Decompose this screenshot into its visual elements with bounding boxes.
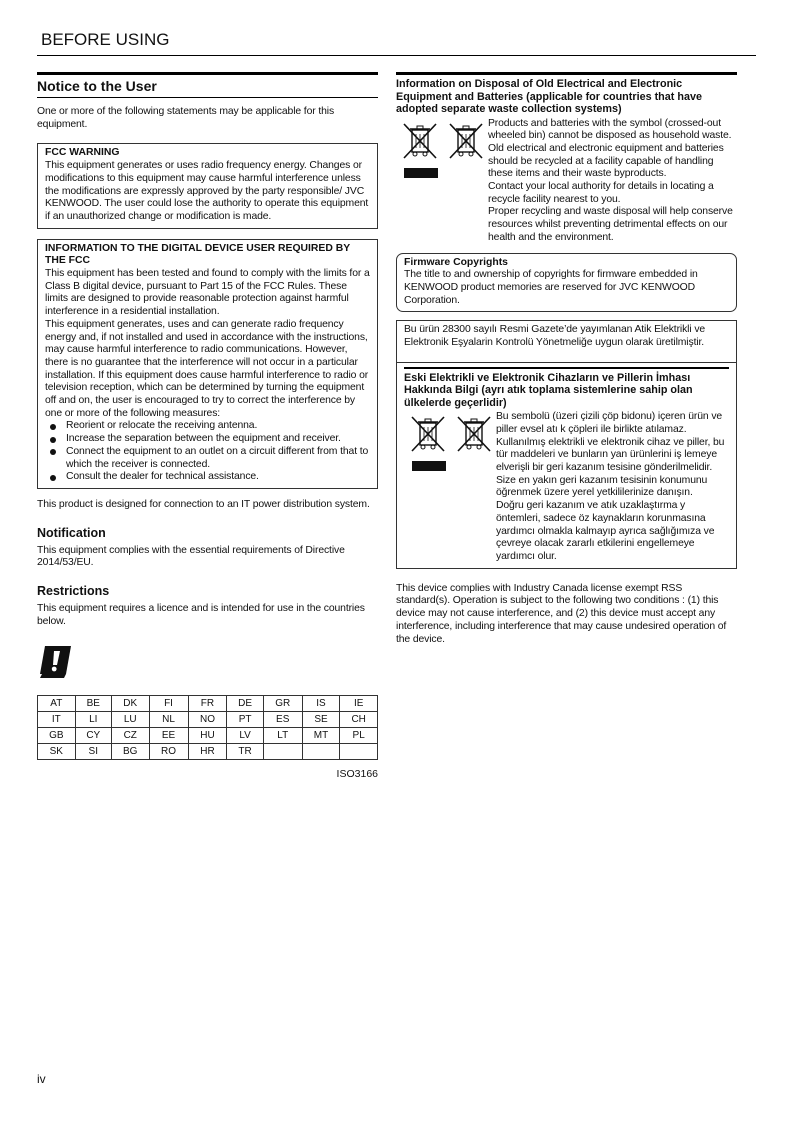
country-cell: AT <box>38 695 76 711</box>
country-cell <box>302 743 340 759</box>
fcc-warning-title: FCC WARNING <box>45 147 120 159</box>
list-item: Reorient or relocate the receiving antenna. <box>66 420 370 433</box>
disposal-text <box>488 118 737 245</box>
section-header <box>37 28 756 56</box>
table-row <box>38 727 378 743</box>
country-cell: IT <box>38 711 76 727</box>
country-cell: GR <box>263 695 302 711</box>
digital-device-title: INFORMATION TO THE DIGITAL DEVICE USER REQUIRED BY THE FCC <box>45 242 351 267</box>
turkish-disposal-para: Doğru geri kazanım ve atık uzaklaştırma y öntemleri, sadece öz kaynakların korunmasına yardımcı olmakla kalmayıp ayrıca sağlığımıza ve çevreye olacak zararlı etkilerini engellemeye yardımcı olur. <box>496 500 715 562</box>
firmware-box <box>396 253 737 313</box>
country-cell: HR <box>188 743 227 759</box>
notice-intro: One or more of the following statements may be applicable for this equipment. <box>37 106 335 130</box>
digital-device-para2: This equipment generates, uses and can generate radio frequency energy and, if not installed and used in accordance with the instructions, may cause harmful interference to radio communications. However, there is no guarantee that the interference will not occur in a particular installation. If this equipment does cause harmful interference to radio or television reception, which can be determined by turning the equipment off and on, the user is encouraged to try to correct the interference by one or more of the following measures: <box>45 318 369 419</box>
country-table <box>37 695 378 760</box>
left-column <box>37 72 378 780</box>
country-cell: SK <box>38 743 76 759</box>
country-cell: FI <box>149 695 188 711</box>
disposal-title: Information on Disposal of Old Electrical and Electronic Equipment and Batteries (applicable for countries that have adopted separate waste collection systems) <box>396 78 702 115</box>
disposal-para: Proper recycling and waste disposal will help conserve resources whilst preventing detrimental effects on our health and the environment. <box>488 206 733 243</box>
restrictions-text: This equipment requires a licence and is intended for use in the countries below. <box>37 603 365 627</box>
notice-title: Notice to the User <box>37 72 378 98</box>
weee-icons-turkish <box>408 413 494 473</box>
country-cell: SE <box>302 711 340 727</box>
iso-reference: ISO3166 <box>336 767 378 780</box>
turkish-section-box <box>396 320 737 568</box>
country-cell: NL <box>149 711 188 727</box>
country-cell: IE <box>340 695 378 711</box>
digital-device-para1: This equipment has been tested and found to comply with the limits for a Class B digital device, pursuant to Part 15 of the FCC Rules. These limits are designed to provide reasonable protection against harmful interference in a residential installation. <box>45 268 370 318</box>
page-number: iv <box>37 1072 46 1086</box>
disposal-row <box>396 118 737 245</box>
country-cell: SI <box>75 743 111 759</box>
country-cell: FR <box>188 695 227 711</box>
crossed-out-wheeled-bin-icon <box>408 413 448 453</box>
turkish-disposal-para: Bu sembolü (üzeri çizili çöp bidonu) içeren ürün ve piller evsel atı k çöpleri ile birlikte atılamaz. <box>496 411 723 435</box>
turkish-disposal-title: Eski Elektrikli ve Elektronik Cihazların ve Pillerin İmhası Hakkında Bilgi (ayrı atık toplama sistemlerine sahip olan ülkelerde geçerlidir) <box>404 367 729 410</box>
weee-bar <box>404 168 438 178</box>
country-cell <box>340 743 378 759</box>
crossed-out-wheeled-bin-icon <box>400 120 440 160</box>
turkish-disposal-text <box>496 411 729 563</box>
disposal-para: Old electrical and electronic equipment and batteries should be recycled at a facility capable of handling these items and their waste byproducts. <box>488 142 724 180</box>
turkish-disposal-row <box>404 411 729 563</box>
turkish-regulation-text: Bu ürün 28300 sayılı Resmi Gazete’de yayımlanan Atik Elektrikli ve Elektronik Eşyalarin Kontrolü Yönetmeliğe uygun olarak üretilmiştir. <box>404 324 706 349</box>
turkish-disposal <box>397 362 736 564</box>
country-cell: PT <box>227 711 263 727</box>
weee-icons <box>400 120 486 180</box>
country-cell: DE <box>227 695 263 711</box>
disposal-para: Products and batteries with the symbol (crossed-out wheeled bin) cannot be disposed as household waste. <box>488 117 732 142</box>
notification-text: This equipment complies with the essential requirements of Directive 2014/53/EU. <box>37 544 345 569</box>
country-cell: LU <box>111 711 149 727</box>
country-cell: EE <box>149 727 188 743</box>
firmware-text: The title to and ownership of copyrights for firmware embedded in KENWOOD product memories are reserved for JVC KENWOOD Corporation. <box>404 269 698 306</box>
country-cell: PL <box>340 727 378 743</box>
fcc-warning-text: This equipment generates or uses radio frequency energy. Changes or modifications to this equipment may cause harmful interference unless the modifications are expressly approved by the party responsible/ JVC KENWOOD. The user could lose the authority to operate this equipment if an unauthorized change or modification is made. <box>45 160 369 222</box>
country-cell: MT <box>302 727 340 743</box>
list-item: Increase the separation between the equipment and receiver. <box>66 433 370 446</box>
exclamation-warning-icon <box>37 643 75 679</box>
country-cell: HU <box>188 727 227 743</box>
country-cell: CY <box>75 727 111 743</box>
turkish-disposal-para: Kullanılmış elektrikli ve elektronik cihaz ve piller, bu tür maddeleri ve bunların yan ürünlerini iş lemeye elverişli bir geri kazanım tesisine gönderilmelidir. <box>496 436 725 474</box>
industry-canada-text: This device complies with Industry Canada license exempt RSS standard(s). Operation is subject to the following two conditions : (1) this device may not cause interference, and (2) this device must accept any interference, including interference that may cause undesired operation of the device. <box>396 582 727 645</box>
country-cell <box>263 743 302 759</box>
country-cell: CZ <box>111 727 149 743</box>
country-cell: CH <box>340 711 378 727</box>
country-cell: LT <box>263 727 302 743</box>
firmware-title: Firmware Copyrights <box>404 256 508 268</box>
disposal-section <box>396 72 737 245</box>
disposal-para: Contact your local authority for details in locating a recycle facility nearest to you. <box>488 181 714 205</box>
crossed-out-battery-bin-icon <box>446 120 486 160</box>
restrictions-title: Restrictions <box>37 584 110 599</box>
country-cell: GB <box>38 727 76 743</box>
notification-title: Notification <box>37 525 106 540</box>
country-cell: RO <box>149 743 188 759</box>
section-title: BEFORE USING <box>41 30 170 49</box>
fcc-warning-box <box>37 143 378 228</box>
list-item: Consult the dealer for technical assistance. <box>66 471 370 484</box>
right-column <box>396 72 737 646</box>
table-row <box>38 711 378 727</box>
country-cell: LV <box>227 727 263 743</box>
country-cell: ES <box>263 711 302 727</box>
table-row <box>38 695 378 711</box>
list-item: Connect the equipment to an outlet on a circuit different from that to which the receiver is connected. <box>66 445 369 470</box>
table-row <box>38 743 378 759</box>
country-cell: BE <box>75 695 111 711</box>
country-cell: DK <box>111 695 149 711</box>
country-cell: LI <box>75 711 111 727</box>
country-cell: TR <box>227 743 263 759</box>
country-cell: BG <box>111 743 149 759</box>
country-cell: NO <box>188 711 227 727</box>
crossed-out-battery-bin-icon <box>454 413 494 453</box>
country-cell: IS <box>302 695 340 711</box>
digital-device-box <box>37 239 378 489</box>
measures-list <box>45 420 370 484</box>
it-power-text: This product is designed for connection to an IT power distribution system. <box>37 498 370 510</box>
weee-bar <box>412 461 446 471</box>
turkish-disposal-para: Size en yakın geri kazanım tesisinin konumunu öğrenmek üzere yerel yetkililerinize danışın. <box>496 474 708 499</box>
